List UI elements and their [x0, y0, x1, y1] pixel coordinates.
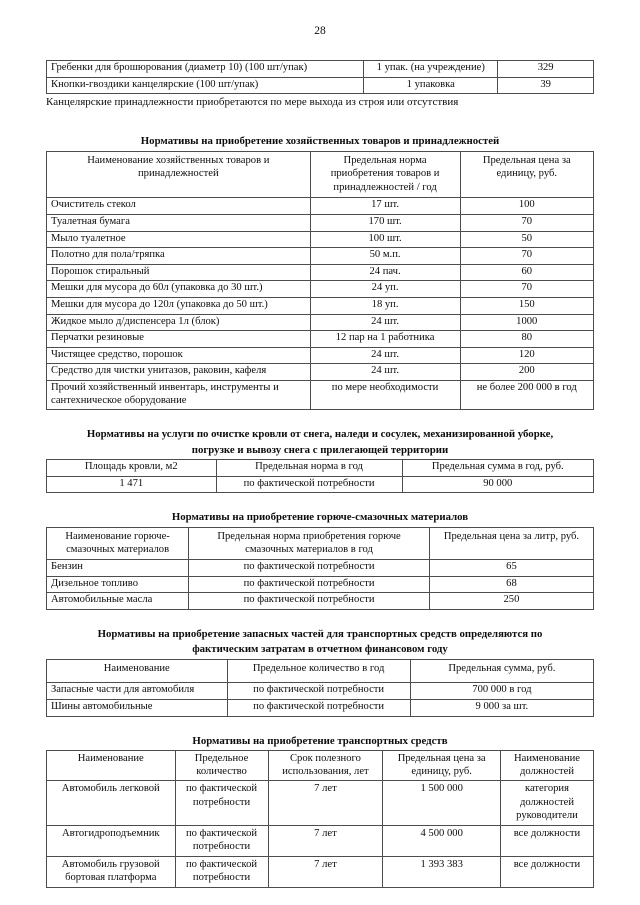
household-price: 1000	[460, 314, 593, 331]
fuel-price: 65	[429, 560, 593, 577]
household-title: Нормативы на приобретение хозяйственных товаров и принадлежностей	[140, 135, 500, 148]
household-name: Порошок стиральный	[47, 264, 311, 281]
stationery-price: 329	[498, 61, 594, 78]
household-price: 80	[460, 331, 593, 348]
table-row	[47, 781, 594, 826]
household-name: Перчатки резиновые	[47, 331, 311, 348]
household-norm: 12 пар на 1 работника	[310, 331, 460, 348]
roof-title-line2: погрузке и вывозу снега с прилегающей территории	[191, 443, 449, 456]
household-header-norm: Предельная норма приобретения товаров и принадлежностей / год	[310, 151, 460, 198]
roof-title-line1: Нормативы на услуги по очистке кровли от снега, наледи и сосулек, механизированной уборке,	[86, 428, 554, 441]
transport-header-name: Наименование	[47, 751, 176, 781]
household-name: Туалетная бумага	[47, 215, 311, 232]
transport-header-positions: Наименование должностей	[500, 751, 593, 781]
transport-price: 4 500 000	[383, 825, 501, 856]
fuel-norm: по фактической потребности	[189, 576, 430, 593]
transport-positions: категория должностей руководители	[500, 781, 593, 826]
spacer	[46, 410, 594, 428]
table-row	[47, 825, 594, 856]
household-name: Мыло туалетное	[47, 231, 311, 248]
transport-price: 1 500 000	[383, 781, 501, 826]
household-norm: 170 шт.	[310, 215, 460, 232]
spare-parts-qty: по фактической потребности	[227, 700, 410, 717]
fuel-header-price: Предельная цена за литр, руб.	[429, 527, 593, 559]
fuel-price: 250	[429, 593, 593, 610]
page-number: 28	[314, 25, 326, 37]
household-name: Мешки для мусора до 120л (упаковка до 50 шт.)	[47, 298, 311, 315]
stationery-price: 39	[498, 77, 594, 94]
spare-parts-qty: по фактической потребности	[227, 683, 410, 700]
household-name: Жидкое мыло д/диспенсера 1л (блок)	[47, 314, 311, 331]
household-price: 150	[460, 298, 593, 315]
household-name: Очиститель стекол	[47, 198, 311, 215]
spare-parts-header-qty: Предельное количество в год	[227, 659, 410, 683]
household-price: не более 200 000 в год	[460, 381, 593, 410]
document-body	[46, 60, 594, 888]
roof-sum: 90 000	[402, 476, 593, 493]
fuel-name: Автомобильные масла	[47, 593, 189, 610]
household-name: Мешки для мусора до 60л (упаковка до 30 шт.)	[47, 281, 311, 298]
stationery-name: Кнопки-гвоздики канцелярские (100 шт/упак)	[47, 77, 364, 94]
table-row	[47, 298, 594, 315]
roof-area: 1 471	[47, 476, 217, 493]
household-norm: 24 уп.	[310, 281, 460, 298]
spare-parts-table	[46, 659, 594, 717]
transport-title: Нормативы на приобретение транспортных средств	[192, 734, 448, 747]
fuel-name: Бензин	[47, 560, 189, 577]
spacer	[46, 109, 594, 135]
household-header-price: Предельная цена за единицу, руб.	[460, 151, 593, 198]
table-row	[47, 77, 594, 94]
table-row	[47, 856, 594, 887]
household-norm: 24 шт.	[310, 364, 460, 381]
transport-qty: по фактической потребности	[175, 781, 268, 826]
household-norm: 50 м.п.	[310, 248, 460, 265]
fuel-table	[46, 527, 594, 610]
transport-name: Автомобиль грузовой бортовая платформа	[47, 856, 176, 887]
transport-name: Автогидроподъемник	[47, 825, 176, 856]
roof-header-area: Площадь кровли, м2	[47, 460, 217, 477]
table-row	[47, 381, 594, 410]
transport-term: 7 лет	[268, 825, 383, 856]
transport-header-qty: Предельное количество	[175, 751, 268, 781]
fuel-price: 68	[429, 576, 593, 593]
transport-name: Автомобиль легковой	[47, 781, 176, 826]
table-header-row	[47, 527, 594, 559]
transport-term: 7 лет	[268, 781, 383, 826]
fuel-header-name: Наименование горюче-смазочных материалов	[47, 527, 189, 559]
household-norm: 17 шт.	[310, 198, 460, 215]
spare-parts-name: Шины автомобильные	[47, 700, 228, 717]
household-norm: 24 шт.	[310, 314, 460, 331]
stationery-note: Канцелярские принадлежности приобретаются по мере выхода из строя или отсутствия	[46, 96, 459, 109]
table-row	[47, 314, 594, 331]
household-price: 120	[460, 347, 593, 364]
fuel-title: Нормативы на приобретение горюче-смазочных материалов	[171, 511, 469, 524]
table-header-row	[47, 460, 594, 477]
spare-parts-header-name: Наименование	[47, 659, 228, 683]
stationery-table	[46, 60, 594, 94]
roof-header-norm: Предельная норма в год	[216, 460, 402, 477]
fuel-norm: по фактической потребности	[189, 593, 430, 610]
table-row	[47, 215, 594, 232]
table-row	[47, 347, 594, 364]
spacer	[46, 493, 594, 511]
spare-parts-sum: 9 000 за шт.	[410, 700, 593, 717]
transport-qty: по фактической потребности	[175, 825, 268, 856]
household-price: 70	[460, 281, 593, 298]
table-row	[47, 593, 594, 610]
transport-price: 1 393 383	[383, 856, 501, 887]
stationery-name: Гребенки для брошюрования (диаметр 10) (100 шт/упак)	[47, 61, 364, 78]
spare-parts-sum: 700 000 в год	[410, 683, 593, 700]
table-row	[47, 281, 594, 298]
transport-qty: по фактической потребности	[175, 856, 268, 887]
fuel-norm: по фактической потребности	[189, 560, 430, 577]
stationery-norm: 1 упак. (на учреждение)	[364, 61, 498, 78]
table-row	[47, 264, 594, 281]
transport-header-price: Предельная цена за единицу, руб.	[383, 751, 501, 781]
table-row	[47, 683, 594, 700]
transport-term: 7 лет	[268, 856, 383, 887]
spare-parts-title-line1: Нормативы на приобретение запасных частей для транспортных средств определяются по	[97, 627, 543, 640]
household-norm: 18 уп.	[310, 298, 460, 315]
table-row	[47, 61, 594, 78]
transport-table	[46, 750, 594, 888]
table-row	[47, 198, 594, 215]
transport-positions: все должности	[500, 856, 593, 887]
transport-header-term: Срок полезного использования, лет	[268, 751, 383, 781]
household-name: Прочий хозяйственный инвентарь, инструменты и сантехническое оборудование	[47, 381, 311, 410]
household-price: 70	[460, 215, 593, 232]
table-header-row	[47, 151, 594, 198]
table-row	[47, 331, 594, 348]
table-row	[47, 560, 594, 577]
household-norm: 24 шт.	[310, 347, 460, 364]
household-norm: 24 пач.	[310, 264, 460, 281]
table-row	[47, 231, 594, 248]
fuel-header-norm: Предельная норма приобретения горюче смазочных материалов в год	[189, 527, 430, 559]
household-price: 100	[460, 198, 593, 215]
spacer	[46, 717, 594, 735]
household-norm: 100 шт.	[310, 231, 460, 248]
table-row	[47, 476, 594, 493]
roof-norm: по фактической потребности	[216, 476, 402, 493]
stationery-norm: 1 упаковка	[364, 77, 498, 94]
household-name: Средство для чистки унитазов, раковин, кафеля	[47, 364, 311, 381]
spare-parts-title-line2: фактическим затратам в отчетном финансовом году	[192, 643, 448, 656]
transport-positions: все должности	[500, 825, 593, 856]
household-price: 70	[460, 248, 593, 265]
household-name: Полотно для пола/тряпка	[47, 248, 311, 265]
roof-header-sum: Предельная сумма в год, руб.	[402, 460, 593, 477]
spare-parts-header-sum: Предельная сумма, руб.	[410, 659, 593, 683]
table-row	[47, 576, 594, 593]
household-name: Чистящее средство, порошок	[47, 347, 311, 364]
household-table	[46, 151, 594, 411]
table-row	[47, 248, 594, 265]
household-price: 60	[460, 264, 593, 281]
table-header-row	[47, 659, 594, 683]
spacer	[46, 610, 594, 628]
fuel-name: Дизельное топливо	[47, 576, 189, 593]
roof-table	[46, 459, 594, 493]
household-header-name: Наименование хозяйственных товаров и принадлежностей	[47, 151, 311, 198]
household-price: 200	[460, 364, 593, 381]
spare-parts-name: Запасные части для автомобиля	[47, 683, 228, 700]
table-row	[47, 700, 594, 717]
household-price: 50	[460, 231, 593, 248]
table-row	[47, 364, 594, 381]
household-norm: по мере необходимости	[310, 381, 460, 410]
table-header-row	[47, 751, 594, 781]
